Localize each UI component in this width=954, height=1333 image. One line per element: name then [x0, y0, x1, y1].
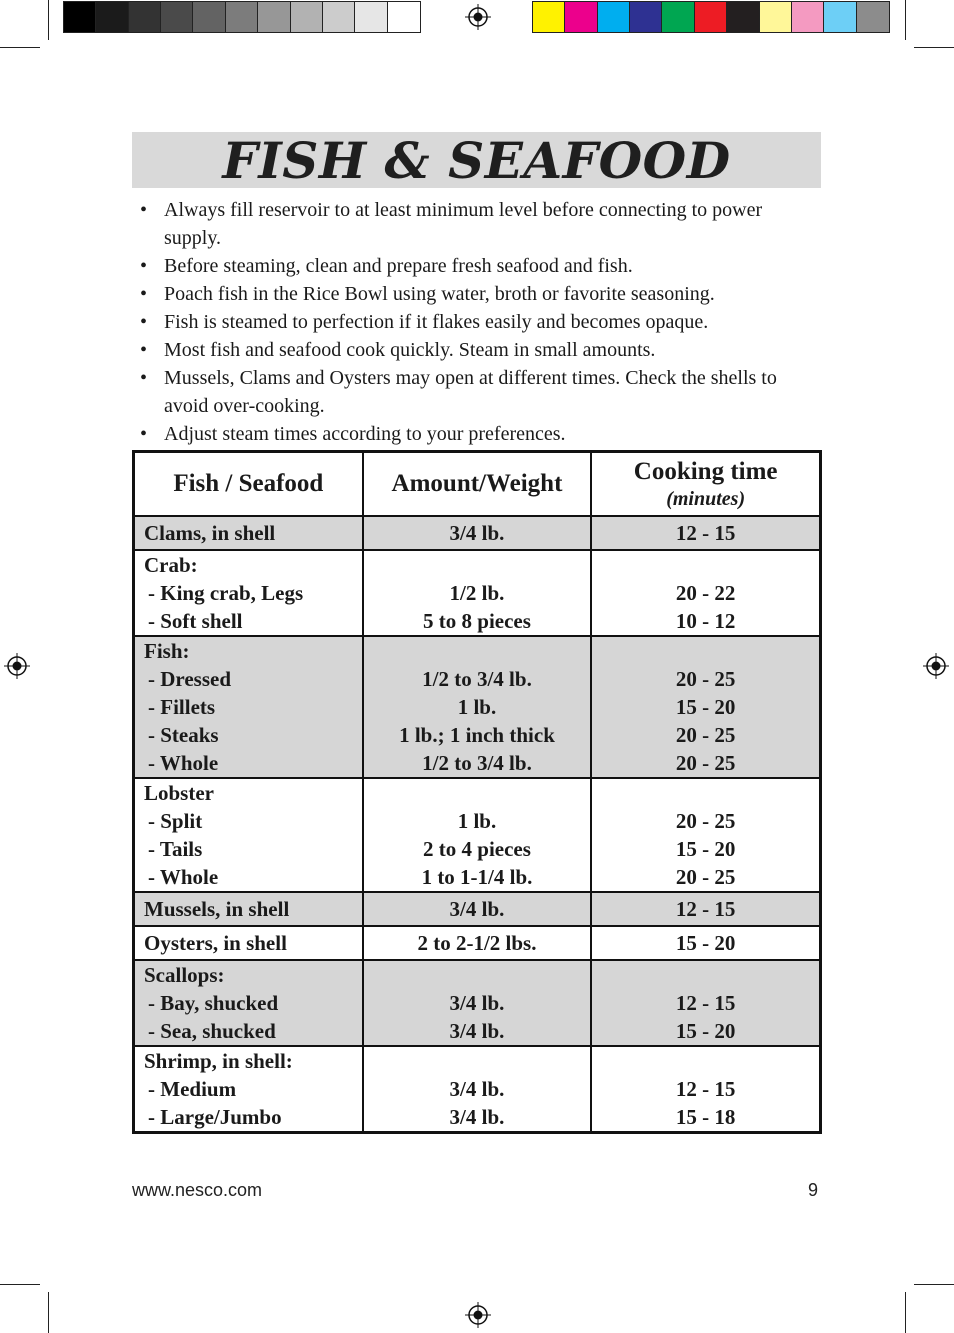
cell-time-value: 15 - 20: [675, 695, 736, 719]
cell-amount-value: 1 lb.; 1 inch thick: [399, 723, 555, 747]
seafood-item: - Fillets: [148, 695, 216, 719]
cell-amount-value: 3/4 lb.: [449, 897, 505, 921]
cell-amount: [363, 550, 592, 636]
cell-time-value: 15 - 20: [675, 931, 736, 955]
color-swatch: [323, 2, 355, 32]
seafood-item: - Tails: [148, 837, 203, 861]
table-row: [134, 926, 821, 960]
color-swatch: [857, 2, 889, 32]
cell-time: [591, 892, 820, 926]
table-row: [134, 778, 821, 892]
header-amount: Amount/Weight: [363, 452, 592, 517]
footer-url: www.nesco.com: [132, 1180, 263, 1200]
seafood-item: - Medium: [148, 1077, 237, 1101]
color-swatch: [662, 2, 694, 32]
cell-fish: [134, 550, 363, 636]
registration-mark-icon: [465, 4, 491, 30]
cell-time-value: 10 - 12: [675, 609, 736, 633]
registration-mark-icon: [923, 653, 949, 679]
color-swatch: [565, 2, 597, 32]
cell-time-value: 12 - 15: [675, 991, 736, 1015]
table-row: [134, 516, 821, 550]
table-row: [134, 636, 821, 778]
color-swatch: [598, 2, 630, 32]
cell-fish: [134, 1046, 363, 1133]
tip-item: • Fish is steamed to perfection if it flakes easily and becomes opaque.: [140, 311, 709, 333]
cell-fish: [134, 892, 363, 926]
color-swatch: [824, 2, 856, 32]
cell-time: [591, 516, 820, 550]
title-band: [132, 132, 821, 188]
cell-time-value: 15 - 20: [675, 837, 736, 861]
cell-time-value: 15 - 20: [675, 1019, 736, 1043]
seafood-group: Scallops:: [144, 963, 225, 987]
table-row: [134, 550, 821, 636]
cell-time: [591, 1046, 820, 1133]
header-time: Cooking time (minutes): [591, 452, 820, 517]
tip-item: • Poach fish in the Rice Bowl using water, broth or favorite seasoning.: [140, 283, 715, 305]
cell-time-value: 20 - 22: [675, 581, 736, 605]
table-row: [134, 892, 821, 926]
crop-mark: [0, 47, 40, 48]
color-swatch: [96, 2, 128, 32]
color-swatch: [760, 2, 792, 32]
cell-time-value: 20 - 25: [675, 809, 736, 833]
table-header-row: [134, 452, 821, 517]
cell-amount-value: 3/4 lb.: [449, 991, 505, 1015]
seafood-item: - Sea, shucked: [148, 1019, 276, 1043]
cell-amount-value: 2 to 2-1/2 lbs.: [417, 931, 537, 955]
seafood-group: Lobster: [144, 781, 214, 805]
color-swatch: [388, 2, 420, 32]
crop-mark: [0, 1284, 40, 1285]
cell-time-value: 12 - 15: [675, 897, 736, 921]
grayscale-color-bar: [63, 1, 421, 33]
tip-item: • Adjust steam times according to your preferences.: [140, 423, 566, 445]
cell-amount-value: 2 to 4 pieces: [423, 837, 531, 861]
color-swatch: [792, 2, 824, 32]
registration-mark-icon: [4, 653, 30, 679]
tip-item: • Most fish and seafood cook quickly. Steam in small amounts.: [140, 339, 656, 361]
cell-amount-value: 3/4 lb.: [449, 521, 505, 545]
seafood-group: Oysters, in shell: [144, 931, 287, 955]
crop-mark: [905, 0, 906, 40]
seafood-item: - Bay, shucked: [148, 991, 279, 1015]
cell-fish: [134, 960, 363, 1046]
color-swatch: [630, 2, 662, 32]
color-swatch: [129, 2, 161, 32]
cell-fish: [134, 778, 363, 892]
cell-amount: [363, 1046, 592, 1133]
color-swatch: [291, 2, 323, 32]
color-swatch: [695, 2, 727, 32]
page-title: FISH & SEAFOOD: [222, 131, 731, 190]
crop-mark: [914, 47, 954, 48]
crop-mark: [48, 1292, 49, 1333]
header-time-units: (minutes): [666, 488, 746, 510]
cell-amount-value: 1 lb.: [457, 809, 497, 833]
seafood-group: Mussels, in shell: [144, 897, 290, 921]
color-swatch: [64, 2, 96, 32]
seafood-item: - Large/Jumbo: [148, 1105, 282, 1129]
tips-list: [140, 196, 810, 448]
color-swatch: [161, 2, 193, 32]
seafood-item: - King crab, Legs: [148, 581, 304, 605]
cell-time-value: 20 - 25: [675, 751, 736, 775]
cell-amount: [363, 926, 592, 960]
crop-mark: [48, 0, 49, 40]
cell-amount-value: 1 lb.: [457, 695, 497, 719]
registration-mark-icon: [465, 1302, 491, 1328]
seafood-item: - Soft shell: [148, 609, 243, 633]
cell-time-value: 12 - 15: [675, 521, 736, 545]
cell-time: [591, 960, 820, 1046]
cell-time-value: 15 - 18: [675, 1105, 736, 1129]
color-swatch: [727, 2, 759, 32]
seafood-item: - Steaks: [148, 723, 219, 747]
seafood-group: Fish:: [144, 639, 190, 663]
cell-amount-value: 1/2 lb.: [449, 581, 505, 605]
seafood-group: Clams, in shell: [144, 521, 276, 545]
cell-amount: [363, 636, 592, 778]
seafood-item: - Split: [148, 809, 203, 833]
color-swatch: [533, 2, 565, 32]
tip-item: • Before steaming, clean and prepare fresh seafood and fish.: [140, 255, 633, 277]
cell-amount-value: 5 to 8 pieces: [423, 609, 531, 633]
cell-time: [591, 778, 820, 892]
seafood-item: - Whole: [148, 865, 219, 889]
cell-time-value: 12 - 15: [675, 1077, 736, 1101]
cell-amount-value: 3/4 lb.: [449, 1105, 505, 1129]
cell-amount: [363, 778, 592, 892]
cell-time: [591, 550, 820, 636]
seafood-item: - Dressed: [148, 667, 232, 691]
cell-time: [591, 636, 820, 778]
cell-amount-value: 1/2 to 3/4 lb.: [422, 667, 532, 691]
cell-time-value: 20 - 25: [675, 667, 736, 691]
seafood-group: Crab:: [144, 553, 198, 577]
color-swatch: [355, 2, 387, 32]
crop-mark: [905, 1292, 906, 1333]
cell-fish: [134, 636, 363, 778]
color-swatch: [258, 2, 290, 32]
header-fish: Fish / Seafood: [134, 452, 363, 517]
tip-item: • Mussels, Clams and Oysters may open at different times. Check the shells to avoid over-cooking.: [140, 367, 777, 417]
seafood-item: - Whole: [148, 751, 219, 775]
table-row: [134, 1046, 821, 1133]
cell-amount: [363, 516, 592, 550]
cell-amount-value: 1 to 1-1/4 lb.: [421, 865, 533, 889]
cell-amount: [363, 892, 592, 926]
cell-fish: [134, 516, 363, 550]
table-row: [134, 960, 821, 1046]
cell-time: [591, 926, 820, 960]
cell-amount-value: 3/4 lb.: [449, 1019, 505, 1043]
cooking-time-table: [132, 450, 822, 1134]
tip-item: • Always fill reservoir to at least minimum level before connecting to power supply.: [140, 199, 763, 249]
seafood-group: Shrimp, in shell:: [144, 1049, 293, 1073]
color-swatch: [226, 2, 258, 32]
cell-amount: [363, 960, 592, 1046]
page-number: 9: [808, 1180, 819, 1200]
cell-fish: [134, 926, 363, 960]
cell-amount-value: 1/2 to 3/4 lb.: [422, 751, 532, 775]
process-color-bar: [532, 1, 890, 33]
cell-time-value: 20 - 25: [675, 723, 736, 747]
crop-mark: [914, 1284, 954, 1285]
cell-amount-value: 3/4 lb.: [449, 1077, 505, 1101]
color-swatch: [193, 2, 225, 32]
cell-time-value: 20 - 25: [675, 865, 736, 889]
